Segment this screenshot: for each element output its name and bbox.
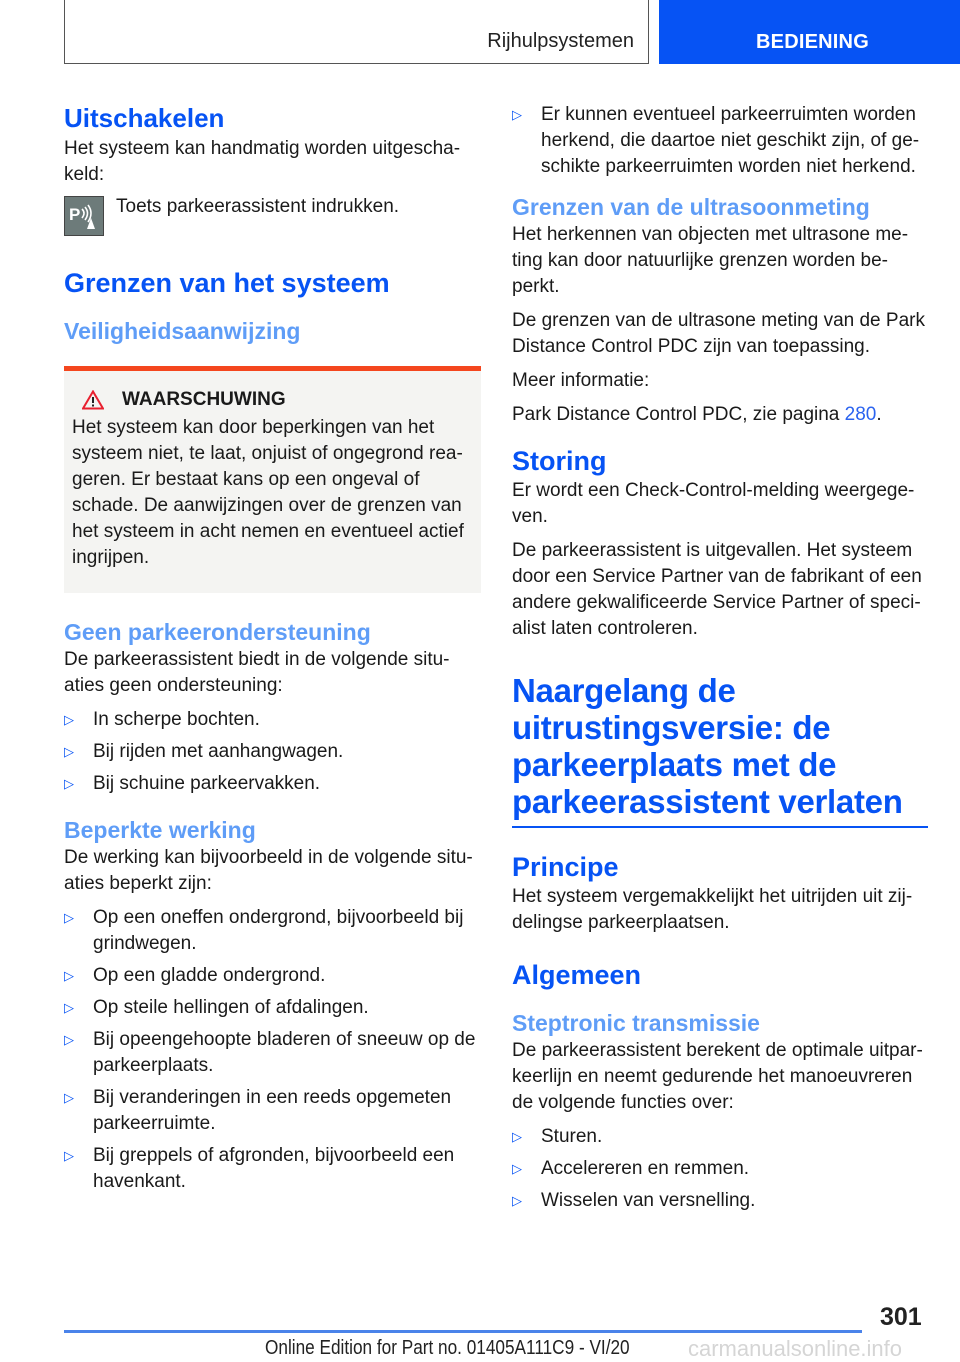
beperkte-text: De werking kan bijvoorbeeld in de volgende situ-aties beperkt zijn:	[64, 847, 473, 894]
ultrasoon-p3: Meer informatie:	[512, 370, 650, 391]
warning-title: WAARSCHUWING	[122, 389, 286, 410]
bullet-triangle-icon: ▷	[64, 744, 74, 759]
heading-grenzen-ultrasoonmeting: Grenzen van de ultrasoonmeting	[512, 194, 870, 220]
top-list	[512, 102, 928, 180]
footer-edition: Online Edition for Part no. 01405A111C9 - VI/20	[265, 1337, 630, 1359]
chapter-tab[interactable]	[659, 0, 960, 64]
ultrasoon-p2: De grenzen van de ultrasone meting van de Park Distance Control PDC zijn van toepassing.	[512, 310, 925, 357]
list-item: ▷ Er kunnen eventueel parkeerruimten worden herkend, die daartoe niet geschikt zijn, of ge-schikte parkeerruimten worden niet herkend.	[512, 104, 920, 177]
warning-text: Het systeem kan door beperkingen van het systeem niet, te laat, onjuist of ongegrond rea-geren. Er bestaat kans op een ongeval of schade. De aanwijzingen over de grenzen van het systeem in acht nemen en eventueel actief ingrijpen.	[72, 417, 464, 568]
heading-veiligheidsaanwijzing: Veiligheidsaanwijzing	[64, 318, 301, 344]
heading-beperkte-werking: Beperkte werking	[64, 817, 256, 843]
bullet-triangle-icon: ▷	[512, 107, 522, 122]
heading-geen-parkeerondersteuning: Geen parkeerondersteuning	[64, 619, 371, 645]
page-number: 301	[880, 1303, 922, 1331]
footer-divider	[64, 1330, 862, 1333]
bullet-triangle-icon: ▷	[64, 1148, 74, 1163]
section-title: Rijhulpsystemen	[487, 30, 634, 52]
list-item: ▷ Bij rijden met aanhangwagen.	[64, 739, 481, 765]
list-item: ▷ Wisselen van versnelling.	[512, 1188, 928, 1214]
list-item: ▷ Bij veranderingen in een reeds opgemeten parkeerruimte.	[64, 1087, 452, 1134]
park-button-instruction: Toets parkeerassistent indrukken.	[116, 196, 400, 217]
warning-triangle-icon	[82, 390, 104, 410]
park-assistant-button-icon	[64, 196, 104, 236]
left-column	[64, 100, 481, 1201]
principe-text: Het systeem vergemakkelijkt het uitrijden uit zij-delingse parkeerplaatsen.	[512, 886, 913, 933]
geen-list	[64, 707, 481, 797]
footer-watermark: carmanualsonline.info	[688, 1336, 903, 1361]
heading-storing: Storing	[512, 446, 607, 476]
steptronic-text: De parkeerassistent berekent de optimale uitpar-keerlijn en neemt gedurende het manoeuvreren de volgende functies over:	[512, 1040, 923, 1113]
list-item: ▷ Bij greppels of afgronden, bijvoorbeeld een havenkant.	[64, 1145, 455, 1192]
list-item: ▷ Op een oneffen ondergrond, bijvoorbeeld bij grindwegen.	[64, 907, 464, 954]
list-item: ▷ Sturen.	[512, 1124, 928, 1150]
steptronic-list	[512, 1124, 928, 1214]
storing-p1: Er wordt een Check-Control-melding weergege-ven.	[512, 480, 915, 527]
bullet-triangle-icon: ▷	[64, 1090, 74, 1105]
beperkte-list	[64, 905, 481, 1195]
chapter-tab-label: BEDIENING	[756, 31, 869, 53]
heading-algemeen: Algemeen	[512, 960, 642, 990]
bullet-triangle-icon: ▷	[64, 968, 74, 983]
bullet-triangle-icon: ▷	[64, 776, 74, 791]
list-item: ▷ Bij opeengehoopte bladeren of sneeuw op de parkeerplaats.	[64, 1029, 476, 1076]
list-item: ▷ In scherpe bochten.	[64, 707, 481, 733]
right-column	[512, 102, 928, 1220]
bullet-triangle-icon: ▷	[64, 712, 74, 727]
header-section-box	[64, 0, 649, 64]
bullet-triangle-icon: ▷	[64, 1000, 74, 1015]
ultrasoon-p4: Park Distance Control PDC, zie pagina 280.	[512, 404, 882, 425]
bullet-triangle-icon: ▷	[64, 1032, 74, 1047]
page-reference-link[interactable]: 280	[844, 404, 877, 425]
list-item: ▷ Op steile hellingen of afdalingen.	[64, 995, 481, 1021]
heading-principe: Principe	[512, 852, 619, 882]
park-button-row	[64, 194, 481, 236]
list-item: ▷ Accelereren en remmen.	[512, 1156, 928, 1182]
bullet-triangle-icon: ▷	[64, 910, 74, 925]
heading-parkeerplaats-verlaten: Naargelang de uitrustingsversie: de parkeerplaats met de parkeerassistent verlaten	[512, 672, 903, 820]
ultrasoon-p1: Het herkennen van objecten met ultrasone me-ting kan door natuurlijke grenzen worden be-perkt.	[512, 224, 909, 297]
bullet-triangle-icon: ▷	[512, 1193, 522, 1208]
geen-text: De parkeerassistent biedt in de volgende situ-aties geen ondersteuning:	[64, 649, 450, 696]
warning-title-row	[72, 389, 473, 411]
bullet-triangle-icon: ▷	[512, 1161, 522, 1176]
uitschakelen-text: Het systeem kan handmatig worden uitgescha-keld:	[64, 138, 461, 185]
warning-box	[64, 366, 481, 593]
storing-p2: De parkeerassistent is uitgevallen. Het systeem door een Service Partner van de fabrikant of een andere gekwalificeerde Service Partner of speci-alist laten controleren.	[512, 540, 922, 639]
list-item: ▷ Op een gladde ondergrond.	[64, 963, 481, 989]
big-heading-block	[512, 672, 928, 828]
list-item: ▷ Bij schuine parkeervakken.	[64, 771, 481, 797]
heading-uitschakelen: Uitschakelen	[64, 103, 225, 133]
svg-text:P: P	[69, 205, 81, 224]
heading-steptronic: Steptronic transmissie	[512, 1010, 760, 1036]
heading-grenzen-systeem: Grenzen van het systeem	[64, 268, 390, 298]
bullet-triangle-icon: ▷	[512, 1129, 522, 1144]
